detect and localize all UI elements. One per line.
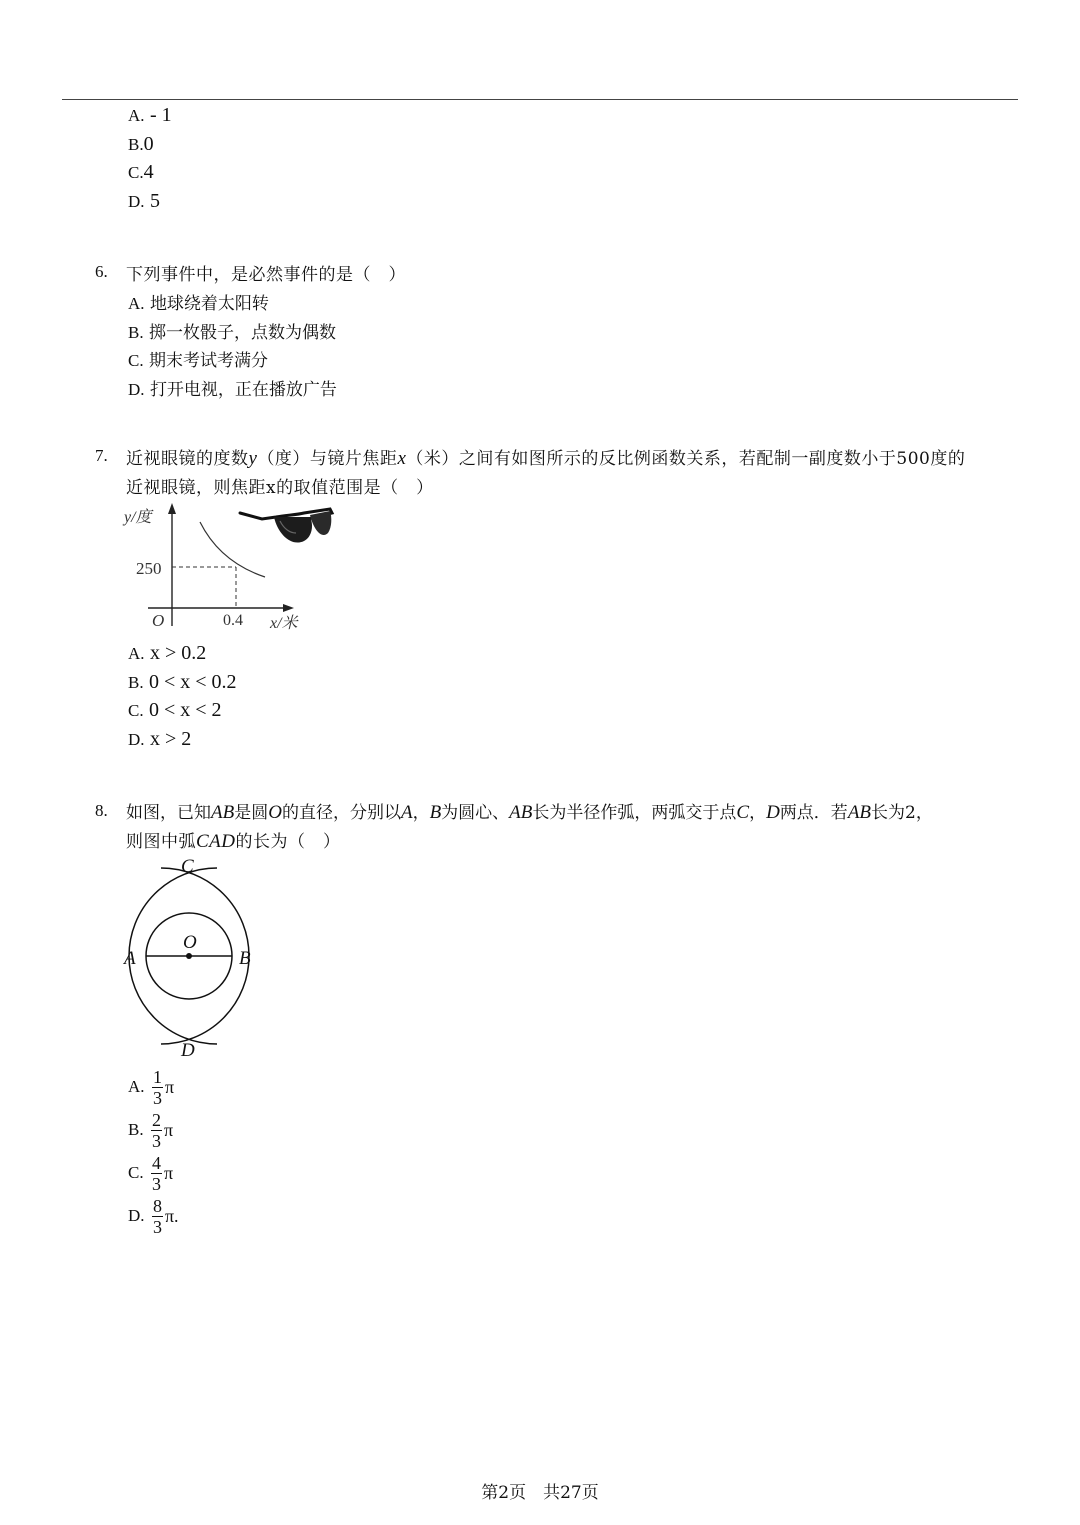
y-axis-arrow-icon [168,503,176,514]
label-o: O [183,932,197,953]
q8-option-d[interactable]: D. $\frac{8}{3}$ π. [128,1196,179,1237]
header-rule [62,99,1018,100]
label-a: A [124,948,136,969]
y-tick-label: 250 [136,559,162,578]
q5-option-b[interactable]: B.0 [128,133,154,155]
q7-option-d[interactable]: D. x > 2 [128,728,192,750]
fraction: $\frac{2}{3}$ [152,1110,161,1151]
q6-number: 6. [95,262,108,281]
x-axis-arrow-icon [283,604,294,612]
q8-option-c[interactable]: C. $\frac{4}{3}$ π [128,1153,174,1194]
label-c: C [181,856,194,877]
q7-option-c[interactable]: C. 0 < x < 2 [128,699,222,721]
q6-option-c[interactable]: C. 期末考试考满分 [128,351,268,371]
fraction: $\frac{4}{3}$ [152,1153,161,1194]
fraction: $\frac{1}{3}$ [152,1067,162,1108]
q7-option-a[interactable]: A. x > 0.2 [128,642,207,664]
q8-number: 8. [95,801,108,820]
q6-option-d[interactable]: D. 打开电视，正在播放广告 [128,380,337,400]
label-d: D [181,1040,195,1061]
q5-option-a[interactable]: A. - 1 [128,104,172,126]
x-tick-label: 0.4 [223,612,243,629]
x-axis-label: x/米 [270,615,298,632]
y-axis-label: y/度 [124,509,152,526]
label-b: B [239,948,251,969]
q8-text-line2: 则图中弧CAD的长为（ ） [126,831,341,852]
q8-text-line1: 如图，已知AB是圆O的直径，分别以A，B为圆心、AB长为半径作弧，两弧交于点C，D两点．若AB长为2， [126,802,933,823]
center-point [186,953,192,959]
q5-option-d[interactable]: D. 5 [128,190,160,212]
q7-option-b[interactable]: B. 0 < x < 0.2 [128,671,237,693]
q7-text-line2: 近视眼镜，则焦距x的取值范围是（ ） [126,478,434,498]
page-footer: 第2页 共27页 [481,1483,599,1503]
q6-option-b[interactable]: B. 掷一枚骰子，点数为偶数 [128,323,336,343]
q7-number: 7. [95,446,108,465]
q8-option-b[interactable]: B. $\frac{2}{3}$ π [128,1110,174,1151]
q6-text: 下列事件中，是必然事件的是（ ） [126,265,406,285]
q7-text-line1: 近视眼镜的度数y（度）与镜片焦距x（米）之间有如图所示的反比例函数关系，若配制一副度数小于500度的 [126,448,966,469]
q8-figure [115,850,265,1065]
sunglasses-icon [236,505,336,550]
q5-option-c[interactable]: C.4 [128,161,154,183]
q6-option-a[interactable]: A. 地球绕着太阳转 [128,294,269,314]
q8-option-a[interactable]: A. $\frac{1}{3}$ π [128,1067,175,1108]
fraction: $\frac{8}{3}$ [152,1196,162,1237]
origin-label: O [152,611,165,630]
